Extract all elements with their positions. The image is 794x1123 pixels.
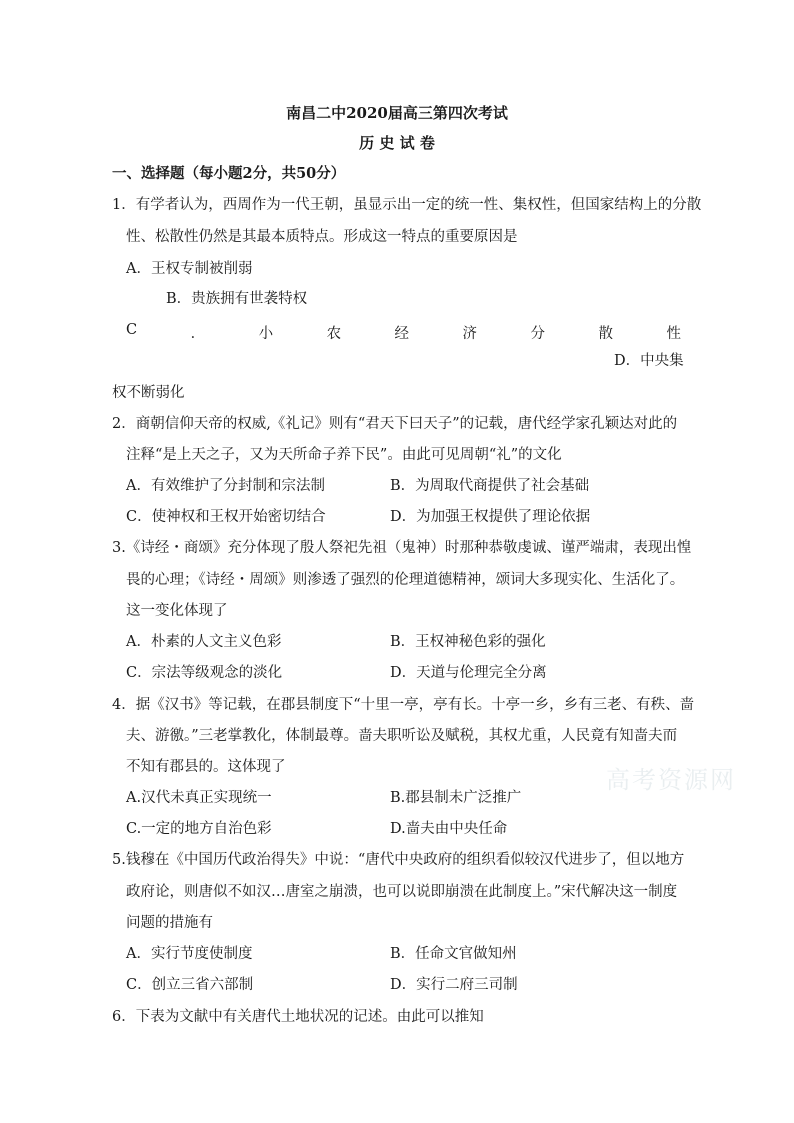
exam-subtitle: 历 史 试 卷 [359, 134, 435, 152]
question-1-option-a: A．王权专制被削弱 [126, 261, 253, 277]
question-2-option-c: C．使神权和王权开始密切结合 [126, 509, 326, 525]
question-3-option-b: B．王权神秘色彩的强化 [390, 634, 546, 650]
question-4-option-b: B.郡县制未广泛推广 [390, 790, 522, 806]
question-5-stem-line-1: 5.钱穆在《中国历代政治得失》中说：“唐代中央政府的组织看似较汉代进步了，但以地方 [112, 852, 685, 868]
question-4-option-c: C.一定的地方自治色彩 [126, 821, 272, 837]
question-1-option-d-part-2: 权不断弱化 [112, 385, 185, 401]
question-2-stem-line-1: 2．商朝信仰天帝的权威,《礼记》则有“君天下曰天子”的记载，唐代经学家孔颖达对此的 [112, 416, 678, 432]
option-c-char: 性 [666, 326, 681, 342]
option-c-char: 小 [258, 326, 274, 342]
question-3-stem-line-3: 这一变化体现了 [126, 603, 228, 619]
option-c-char: C [126, 322, 138, 338]
question-3-option-a: A．朴素的人文主义色彩 [126, 634, 282, 650]
option-c-char: 农 [326, 326, 342, 342]
question-5-option-a: A．实行节度使制度 [126, 946, 253, 962]
question-5-option-c: C．创立三省六部制 [126, 977, 254, 993]
question-4-option-d: D.啬夫由中央任命 [390, 821, 508, 837]
question-5-option-d: D．实行二府三司制 [390, 977, 518, 993]
option-c-char: 分 [530, 326, 546, 342]
question-1-stem-line-1: 1．有学者认为，西周作为一代王朝，虽显示出一定的统一性、集权性，但国家结构上的分散 [112, 197, 702, 213]
question-5-stem-line-2: 政府论，则唐似不如汉…唐室之崩溃，也可以说即崩溃在此制度上。”宋代解决这一制度 [126, 884, 678, 900]
question-5-option-b: B．任命文官做知州 [390, 946, 517, 962]
question-1-option-d-part-1: D．中央集 [614, 353, 684, 369]
question-2-stem-line-2: 注释“是上天之子，又为天所命子养下民”。由此可见周朝“礼”的文化 [126, 447, 562, 463]
question-2-option-d: D．为加强王权提供了理论依据 [390, 509, 591, 525]
option-c-char: 经 [394, 326, 410, 342]
question-1-option-b: B．贵族拥有世袭特权 [166, 291, 308, 307]
question-5-stem-line-3: 问题的措施有 [126, 915, 213, 931]
question-1-stem-line-2: 性、松散性仍然是其最本质特点。形成这一特点的重要原因是 [126, 229, 518, 245]
exam-title: 南昌二中2020届高三第四次考试 [286, 104, 508, 122]
question-4-stem-line-2: 夫、游徼。”三老掌教化，体制最尊。啬夫职听讼及赋税，其权尤重，人民竟有知啬夫而 [126, 728, 678, 744]
question-6-stem-line-1: 6．下表为文献中有关唐代土地状况的记述。由此可以推知 [112, 1009, 484, 1025]
question-3-option-c: C．宗法等级观念的淡化 [126, 665, 283, 681]
question-4-stem-line-3: 不知有郡县的。这体现了 [126, 759, 286, 775]
question-2-option-b: B．为周取代商提供了社会基础 [390, 478, 590, 494]
watermark: 高考资源网 [606, 766, 736, 794]
question-3-option-d: D．天道与伦理完全分离 [390, 665, 547, 681]
question-3-stem-line-2: 畏的心理；《诗经・周颂》则渗透了强烈的伦理道德精神，颂词大多现实化、生活化了。 [126, 572, 685, 588]
option-c-char: 济 [462, 326, 478, 342]
section-heading: 一、选择题（每小题2分，共50分） [112, 165, 346, 182]
option-c-char: 散 [598, 326, 613, 342]
question-2-option-a: A．有效维护了分封制和宗法制 [126, 478, 325, 494]
question-4-stem-line-1: 4．据《汉书》等记载，在郡县制度下“十里一亭，亭有长。十亭一乡，乡有三老、有秩、啬 [112, 697, 695, 713]
question-1-option-c [126, 322, 681, 343]
option-c-char: ． [190, 326, 206, 342]
question-3-stem-line-1: 3.《诗经・商颂》充分体现了殷人祭祀先祖（鬼神）时那种恭敬虔诚、谨严端肃，表现出惶 [112, 540, 692, 556]
question-4-option-a: A.汉代未真正实现统一 [126, 790, 272, 806]
